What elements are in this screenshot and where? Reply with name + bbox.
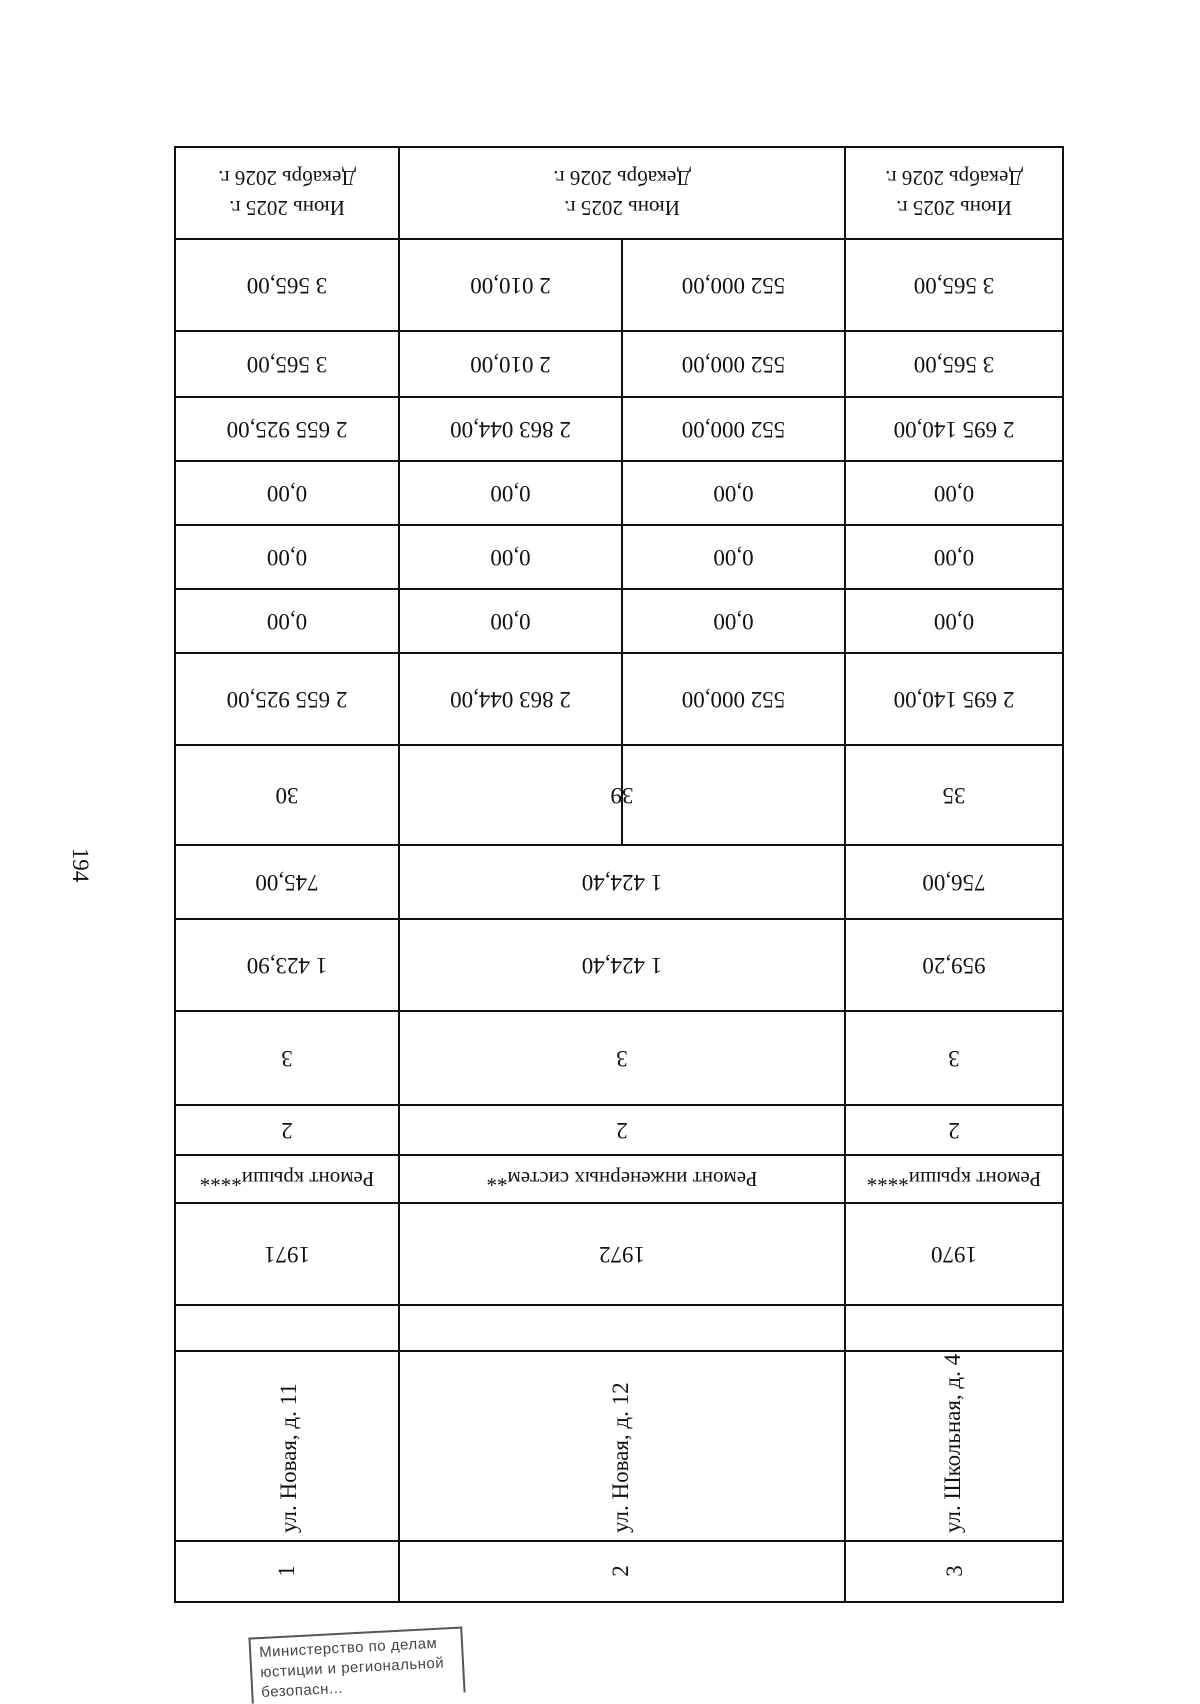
cost-total: 2 655 925,00 (226, 687, 348, 712)
limit-cost: 3 565,00 (913, 273, 995, 298)
limit-cost: 3 565,00 (246, 273, 328, 298)
col-a: 2 (948, 1118, 960, 1143)
unit-cost: 552 000,00 (681, 352, 786, 377)
field-sep (176, 1304, 1062, 1306)
field-sep (176, 1350, 1062, 1352)
work-type: Ремонт крыши**** (866, 1167, 1042, 1192)
period (846, 148, 1062, 238)
zero-value: 0,00 (490, 545, 531, 570)
area-total: 1 423,90 (246, 953, 328, 978)
zero-value: 0,00 (933, 609, 975, 634)
work-type: Ремонт инженерных систем** (486, 1167, 758, 1192)
limit-cost: 552 000,00 (681, 273, 786, 298)
ministry-stamp (248, 1626, 465, 1703)
period-start: Июнь 2025 г. (564, 196, 680, 220)
limit-cost: 2 010,00 (470, 273, 551, 298)
cost-fund: 2 863 044,00 (450, 417, 571, 442)
page-number: 194 (68, 847, 93, 883)
stamp-line: безопасн... (260, 1679, 344, 1702)
area-total: 959,20 (922, 953, 986, 978)
year: 1971 (264, 1242, 310, 1267)
row-number: 3 (942, 1565, 967, 1577)
cost-total: 2 695 140,00 (893, 687, 1015, 712)
address: ул. Школьная, д. 4 (940, 1353, 965, 1533)
area-living: 745,00 (255, 870, 319, 895)
zero-value: 0,00 (490, 481, 531, 506)
cost-fund: 552 000,00 (681, 417, 786, 442)
zero-value: 0,00 (713, 481, 754, 506)
cost-fund: 2 655 925,00 (226, 417, 348, 442)
area-living: 1 424,40 (581, 870, 663, 895)
zero-value: 0,00 (713, 609, 754, 634)
year: 1972 (599, 1242, 645, 1267)
stamp-line: Министерство по делам (258, 1634, 438, 1662)
address: ул. Новая, д. 12 (608, 1382, 633, 1533)
col-b: 3 (948, 1046, 960, 1071)
unit-cost: 2 010,00 (470, 352, 551, 377)
year: 1970 (931, 1242, 977, 1267)
cost-total: 2 863 044,00 (450, 687, 571, 712)
stamp-line: юстиции и региональной (259, 1654, 445, 1682)
field-sep (176, 1540, 1062, 1542)
unit-cost: 3 565,00 (246, 352, 328, 377)
period (400, 148, 844, 238)
period (176, 148, 398, 238)
residents: 30 (275, 783, 299, 808)
zero-value: 0,00 (266, 609, 308, 634)
zero-value: 0,00 (713, 545, 754, 570)
period-end: Декабрь 2026 г. (218, 166, 356, 190)
area-total: 1 424,40 (581, 953, 663, 978)
address: ул. Новая, д. 11 (276, 1383, 301, 1533)
zero-value: 0,00 (490, 609, 531, 634)
area-living: 756,00 (922, 870, 986, 895)
zero-value: 0,00 (266, 545, 308, 570)
works-table (174, 146, 1064, 1603)
period-end: Декабрь 2026 г. (885, 166, 1023, 190)
col-a: 2 (281, 1118, 293, 1143)
residents: 35 (942, 783, 966, 808)
col-b: 3 (281, 1046, 293, 1071)
zero-value: 0,00 (933, 481, 975, 506)
cost-total: 552 000,00 (681, 687, 786, 712)
cost-fund: 2 695 140,00 (893, 417, 1015, 442)
row-number: 2 (608, 1565, 633, 1577)
unit-cost: 3 565,00 (913, 352, 995, 377)
row-number: 1 (274, 1565, 299, 1577)
period-end: Декабрь 2026 г. (553, 166, 691, 190)
period-start: Июнь 2025 г. (229, 196, 345, 220)
period-start: Июнь 2025 г. (896, 196, 1012, 220)
zero-value: 0,00 (266, 481, 308, 506)
col-b: 3 (616, 1046, 628, 1071)
col-a: 2 (616, 1118, 628, 1143)
zero-value: 0,00 (933, 545, 975, 570)
work-type: Ремонт крыши**** (199, 1167, 375, 1192)
residents: 39 (610, 783, 634, 808)
